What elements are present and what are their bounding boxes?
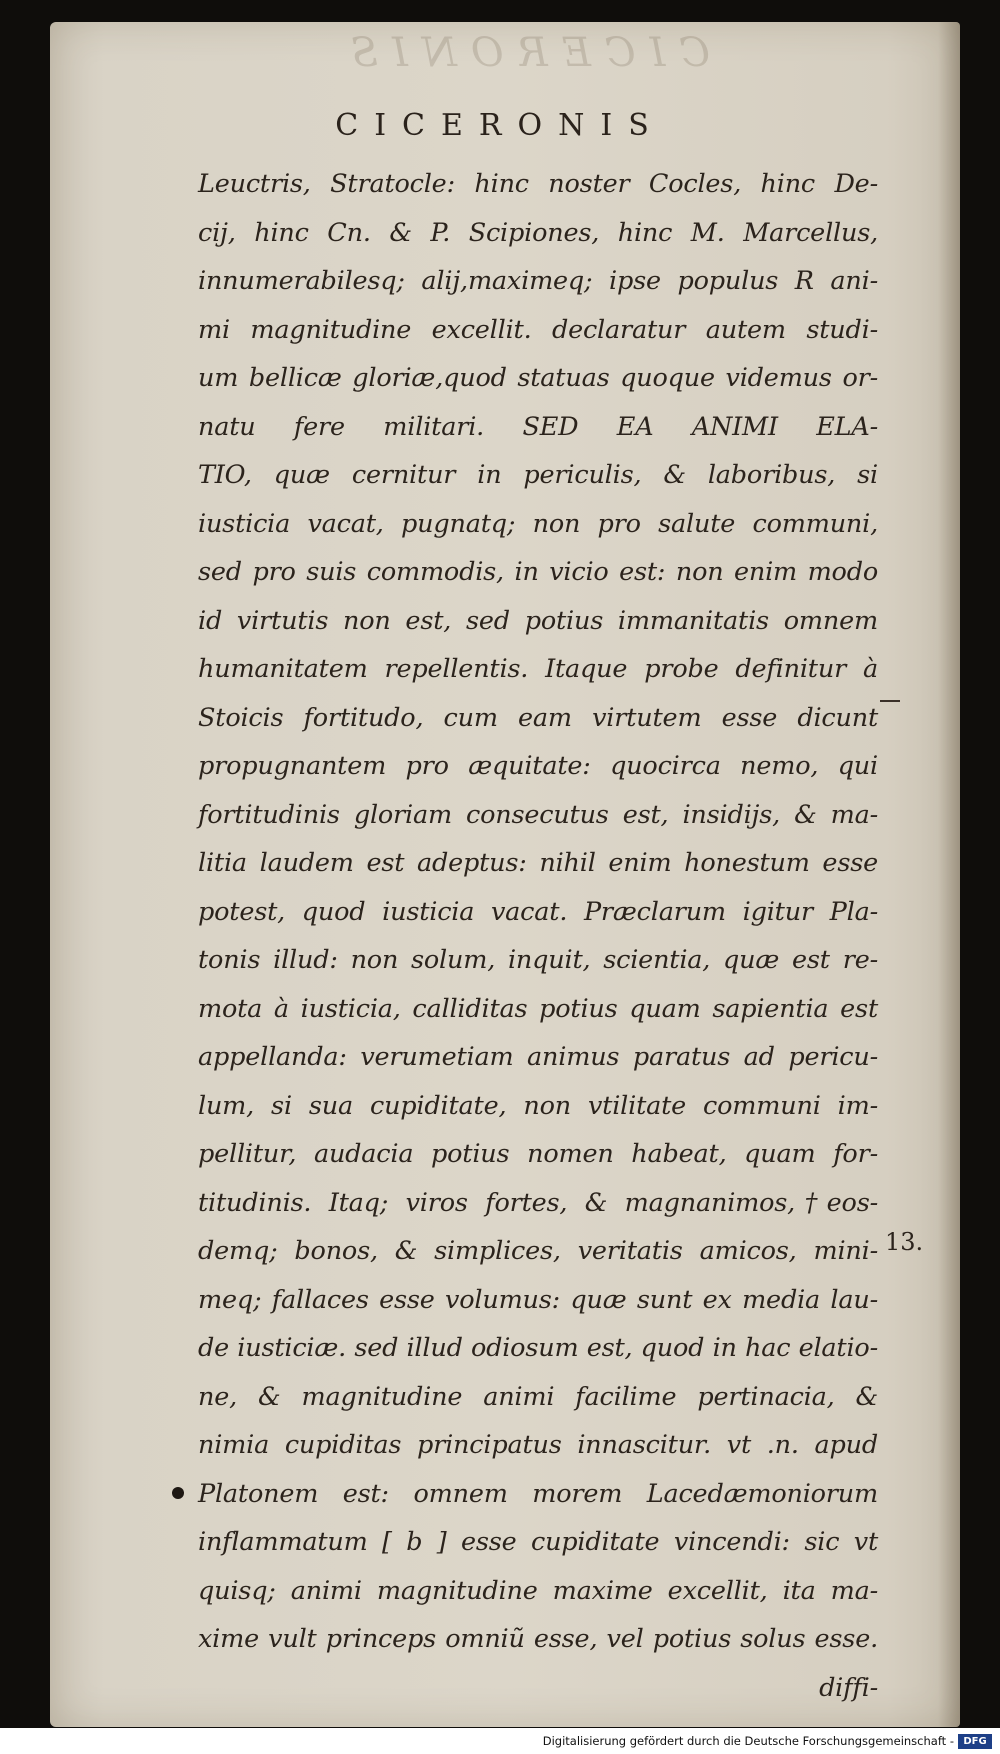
text-line: Leuctris, Stratocle: hinc noster Cocles, hinc De- (198, 169, 878, 199)
text-line: Platonem est: omnem morem Lacedæmoniorum (198, 1478, 878, 1509)
margin-mark (880, 700, 900, 702)
text-line: TIO, quæ cernitur in periculis, & laboribus, si (198, 460, 878, 490)
text-line: xime vult princeps omniũ esse, vel potius solus esse. (198, 1624, 878, 1654)
text-line: fortitudinis gloriam consecutus est, insidijs, & ma- (198, 799, 878, 830)
text-line: appellanda: verumetiam animus paratus ad pericu- (198, 1042, 878, 1072)
text-line: inflammatum [ b ] esse cupiditate vincendi: sic vt (198, 1527, 878, 1557)
bleed-through-text: CICERONIS (336, 30, 710, 76)
text-line: id virtutis non est, sed potius immanitatis omnem (198, 605, 878, 636)
text-line: Stoicis fortitudo, cum eam virtutem esse dicunt (198, 702, 878, 733)
text-line: titudinis. Itaq; viros fortes, & magnanimos,†eos- (198, 1187, 878, 1218)
dfg-logo: DFG (958, 1734, 992, 1749)
body-text (198, 160, 878, 1712)
text-line: litia laudem est adeptus: nihil enim honestum esse (198, 848, 878, 878)
text-line: demq; bonos, & simplices, veritatis amicos, mini- (198, 1236, 878, 1266)
text-line: natu fere militari. SED EA ANIMI ELA- (198, 411, 878, 442)
text-line: iusticia vacat, pugnatq; non pro salute communi, (198, 508, 878, 539)
text-line: lum, si sua cupiditate, non vtilitate communi im- (198, 1090, 878, 1121)
text-line: nimia cupiditas principatus innascitur. vt .n. apud (198, 1430, 878, 1460)
text-line: humanitatem repellentis. Itaque probe definitur à (198, 654, 878, 684)
text-line: quisq; animi magnitudine maxime excellit, ita ma- (198, 1575, 878, 1606)
ink-dot (172, 1487, 184, 1499)
text-line: mota à iusticia, calliditas potius quam sapientia est (198, 993, 878, 1024)
text-line: innumerabilesq; alij,maximeq; ipse populus R ani- (198, 266, 878, 296)
text-line: de iusticiæ. sed illud odiosum est, quod in hac elatio- (198, 1333, 878, 1363)
text-line: um bellicæ gloriæ,quod statuas quoque videmus or- (198, 363, 878, 393)
text-line: ne, & magnitudine animi facilime pertinacia, & (198, 1381, 878, 1412)
text-line: propugnantem pro æquitate: quocirca nemo, qui (198, 751, 878, 781)
text-line: meq; fallaces esse volumus: quæ sunt ex media lau- (198, 1284, 878, 1315)
digitization-credit: Digitalisierung gefördert durch die Deutsche Forschungsgemeinschaft - (542, 1734, 954, 1748)
footer-bar (0, 1728, 1000, 1754)
text-line: potest, quod iusticia vacat. Præclarum igitur Pla- (198, 896, 878, 927)
text-line: cij, hinc Cn. & P. Scipiones, hinc M. Marcellus, (198, 217, 878, 248)
text-line: tonis illud: non solum, inquit, scientia, quæ est re- (198, 945, 878, 975)
running-head: CICERONIS (335, 108, 665, 143)
margin-number: 13. (885, 1228, 924, 1256)
text-line: pellitur, audacia potius nomen habeat, quam for- (198, 1139, 878, 1169)
text-line: mi magnitudine excellit. declaratur autem studi- (198, 314, 878, 345)
catchword: diffi- (819, 1672, 878, 1703)
page-edge-shadow (938, 22, 960, 1727)
text-line: sed pro suis commodis, in vicio est: non enim modo (198, 557, 878, 587)
